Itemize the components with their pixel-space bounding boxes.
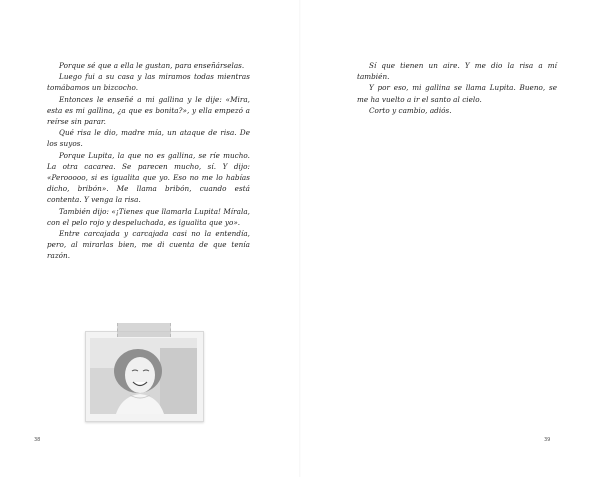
- left-page: [0, 0, 299, 477]
- paragraph: Luego fui a su casa y las miramos todas mientras tomábamos un bizcocho.: [47, 72, 250, 93]
- paragraph: Sí que tienen un aire. Y me dio la risa a mí también.: [357, 61, 557, 82]
- paragraph: Porque Lupita, la que no es gallina, se ríe mucho. La otra cacarea. Se parecen mucho, sí. Y dijo: «Perooooo, si es igualita que yo. Eso no me lo habías dicho, bribón». Me llama bribón, cuando está contenta. Y venga la risa.: [47, 150, 250, 205]
- right-page: [301, 0, 600, 477]
- paragraph: Entre carcajada y carcajada casi no la entendía, pero, al mirarlas bien, me di cuenta de que tenía razón.: [47, 229, 250, 261]
- paragraph: Entonces le enseñé a mi gallina y le dije: «Mira, esta es mi gallina, ¿a que es bonita?», y ella empezó a reírse sin parar.: [47, 94, 250, 127]
- paragraph: Porque sé que a ella le gustan, para enseñárselas.: [59, 61, 245, 70]
- paragraph: Qué risa le dio, madre mía, un ataque de risa. De los suyos.: [47, 128, 250, 149]
- right-page-text: [357, 60, 557, 116]
- page-number-right: 39: [544, 437, 551, 443]
- page-number-left: 38: [34, 437, 41, 443]
- portrait-photo: [90, 338, 197, 414]
- left-page-text: [47, 60, 250, 262]
- photo-tape: [117, 323, 171, 337]
- portrait-illustration: [90, 338, 197, 414]
- paragraph: También dijo: «¡Tienes que llamarla Lupita! Mírala, con el pelo rojo y despeluchada, es igualita que yo».: [47, 206, 250, 227]
- paragraph: Corto y cambio, adiós.: [369, 105, 452, 115]
- paragraph: Y por eso, mi gallina se llama Lupita. Bueno, se me ha vuelto a ir el santo al cielo.: [357, 83, 557, 104]
